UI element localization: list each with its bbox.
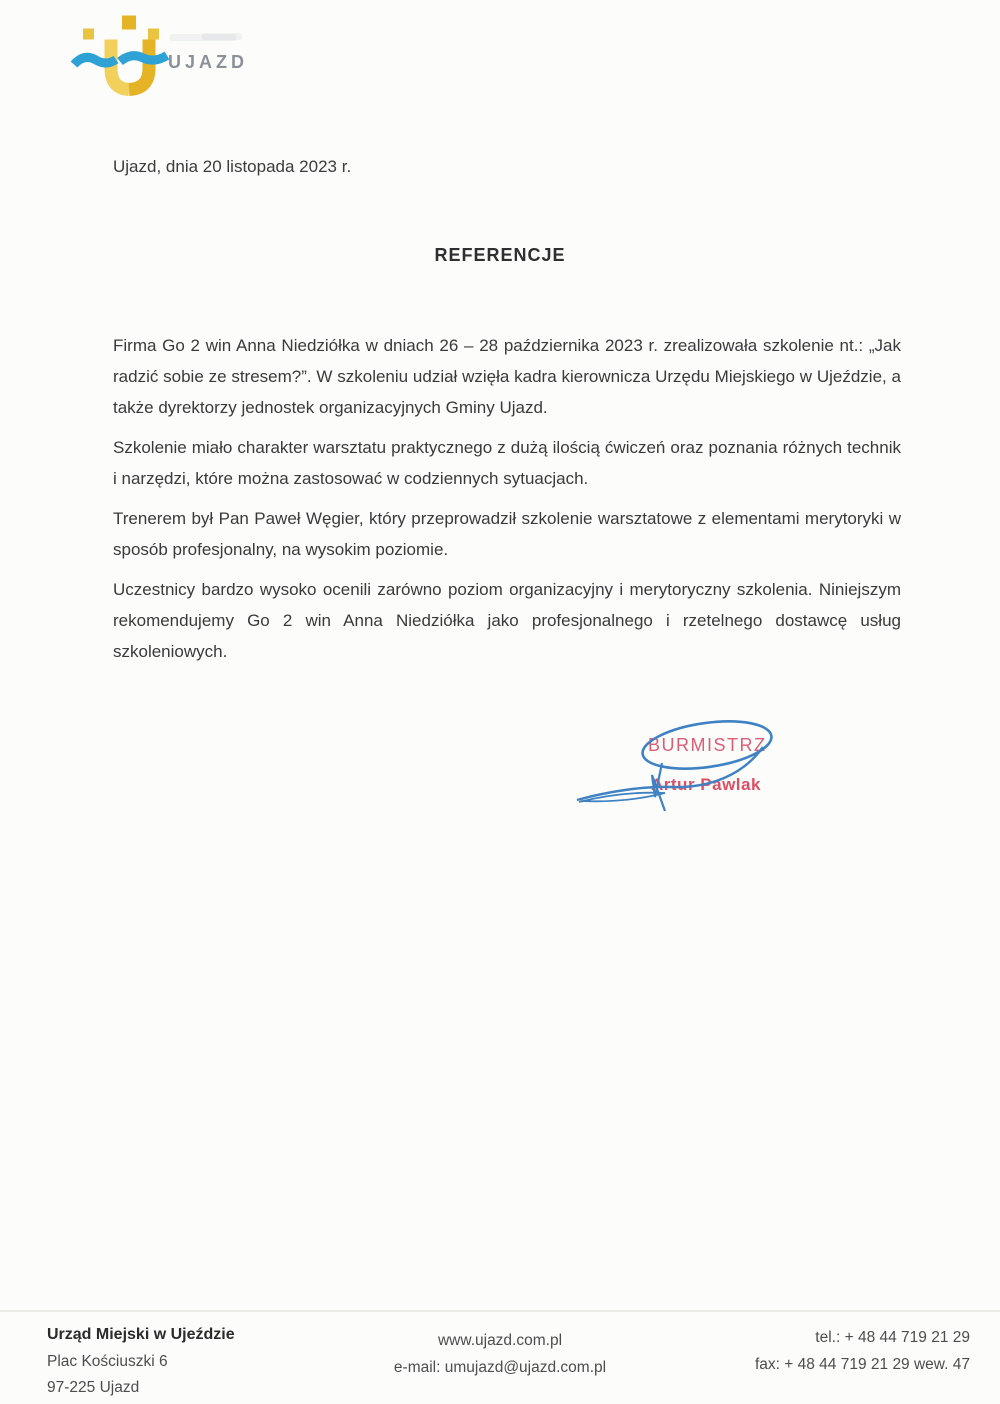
- footer-divider: [0, 1310, 1000, 1312]
- footer-website: www.ujazd.com.pl: [437, 1332, 563, 1349]
- paragraph-2: Szkolenie miało charakter warsztatu praktycznego z dużą ilością ćwiczeń oraz poznania różnych technik i narzędzi, które można zastosować w codziennych sytuacjach.: [113, 438, 901, 488]
- letter-body: [113, 330, 901, 676]
- footer-tel: tel.: + 48 44 719 21 29: [815, 1329, 970, 1346]
- footer-address-line1: Plac Kościuszki 6: [47, 1352, 168, 1370]
- date-line: Ujazd, dnia 20 listopada 2023 r.: [113, 157, 352, 176]
- logo-tagline-smudge: [202, 33, 242, 40]
- footer-contact-block: [755, 1325, 970, 1378]
- stamp-title: BURMISTRZ: [648, 735, 767, 755]
- footer-org-name: Urząd Miejski w Ujeździe: [47, 1326, 235, 1343]
- footer-email: e-mail: umujazd@ujazd.com.pl: [393, 1359, 607, 1376]
- footer-address-line2: 97-225 Ujazd: [47, 1379, 140, 1396]
- signature-block: [565, 695, 875, 835]
- paragraph-1: Firma Go 2 win Anna Niedziółka w dniach 26 – 28 października 2023 r. zrealizowała szkolenie nt.: „Jak radzić sobie ze stresem?”. W szkoleniu udział wzięła kadra kierownicza Urzędu Miejskiego w Ujeździe, a także dyrektorzy jednostek organizacyjnych Gminy Ujazd.: [113, 336, 901, 417]
- document-title: REFERENCJE: [434, 245, 566, 265]
- paragraph-4: Uczestnicy bardzo wysoko ocenili zarówno poziom organizacyjny i merytoryczny szkolenia. Niniejszym rekomendujemy Go 2 win Anna Niedziółka jako profesjonalnego i rzetelnego dostawcę usług szkoleniowych.: [113, 580, 901, 661]
- ujazd-crest-icon: [70, 10, 180, 105]
- ujazd-logo: [70, 10, 330, 105]
- stamp-name: Artur Pawlak: [651, 775, 761, 794]
- handwritten-signature-ink: [565, 695, 875, 835]
- paragraph-3: Trenerem był Pan Paweł Węgier, który przeprowadził szkolenie warsztatowe z elementami merytoryki w sposób profesjonalny, na wysokim poziomie.: [113, 509, 901, 559]
- footer-fax: fax: + 48 44 719 21 29 wew. 47: [754, 1355, 970, 1373]
- logo-wordmark: UJAZD: [168, 52, 249, 72]
